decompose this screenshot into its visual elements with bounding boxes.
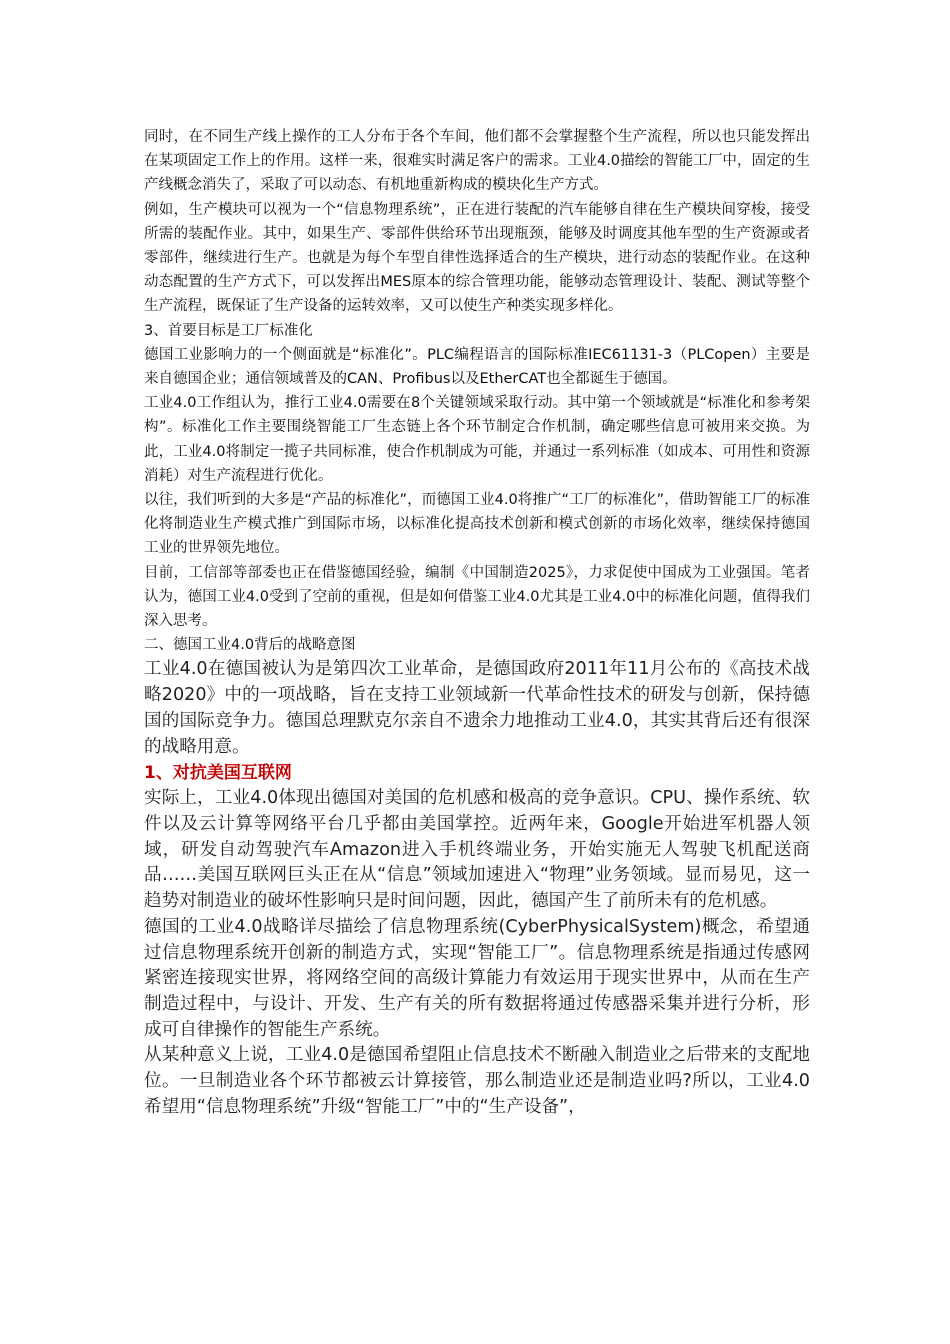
paragraph: 实际上，工业4.0体现出德国对美国的危机感和极高的竞争意识。CPU、操作系统、软件以及云计算等网络平台几乎都由美国掌控。近两年来，Google开始进军机器人领域，研发自动驾驶汽车Amazon进入手机终端业务，开始实施无人驾驶飞机配送商品……美国互联网巨头正在从“信息”领域加速进入“物理”业务领域。显而易见，这一趋势对制造业的破坏性影响只是时间问题，因此，德国产生了前所未有的危机感。 [144, 788, 810, 912]
subsection-heading: 1、对抗美国互联网 [144, 763, 292, 784]
section-heading: 3、首要目标是工厂标准化 [144, 322, 313, 339]
paragraph: 德国的工业4.0战略详尽描绘了信息物理系统(CyberPhysicalSystem)概念，希望通过信息物理系统开创新的制造方式，实现“智能工厂”。信息物理系统是指通过传感网紧密连接现实世界，将网络空间的高级计算能力有效运用于现实世界中，从而在生产制造过程中，与设计、开发、生产有关的所有数据将通过传感器采集并进行分析，形成可自律操作的智能生产系统。 [144, 916, 810, 1040]
document-body [144, 125, 810, 1120]
section-heading: 二、德国工业4.0背后的战略意图 [144, 637, 356, 654]
paragraph: 工业4.0工作组认为，推行工业4.0需要在8个关键领域采取行动。其中第一个领域就是“标准化和参考架构”。标准化工作主要围绕智能工厂生态链上各个环节制定合作机制，确定哪些信息可被用来交换。为此，工业4.0将制定一揽子共同标准，使合作机制成为可能，并通过一系列标准（如成本、可用性和资源消耗）对生产流程进行优化。 [144, 395, 810, 484]
paragraph: 目前，工信部等部委也正在借鉴德国经验，编制《中国制造2025》，力求促使中国成为工业强国。笔者认为，德国工业4.0受到了空前的重视，但是如何借鉴工业4.0尤其是工业4.0中的标准化问题，值得我们深入思考。 [144, 564, 810, 630]
paragraph: 德国工业影响力的一个侧面就是“标准化”。PLC编程语言的国际标准IEC61131-3（PLCopen）主要是来自德国企业；通信领域普及的CAN、Profibus以及EtherCAT也全都诞生于德国。 [144, 346, 810, 388]
paragraph: 同时，在不同生产线上操作的工人分布于各个车间，他们都不会掌握整个生产流程，所以也只能发挥出在某项固定工作上的作用。这样一来，很难实时满足客户的需求。工业4.0描绘的智能工厂中，固定的生产线概念消失了，采取了可以动态、有机地重新构成的模块化生产方式。 [144, 129, 810, 194]
paragraph: 以往，我们听到的大多是“产品的标准化”，而德国工业4.0将推广“工厂的标准化”，借助智能工厂的标准化将制造业生产模式推广到国际市场，以标准化提高技术创新和模式创新的市场化效率，继续保持德国工业的世界领先地位。 [144, 492, 810, 557]
paragraph: 从某种意义上说，工业4.0是德国希望阻止信息技术不断融入制造业之后带来的支配地位。一旦制造业各个环节都被云计算接管，那么制造业还是制造业吗?所以，工业4.0希望用“信息物理系统”升级“智能工厂”中的“生产设备”， [144, 1045, 810, 1117]
paragraph: 例如，生产模块可以视为一个“信息物理系统”，正在进行装配的汽车能够自律在生产模块间穿梭，接受所需的装配作业。其中，如果生产、零部件供给环节出现瓶颈，能够及时调度其他车型的生产资源或者零部件，继续进行生产。也就是为每个车型自律性选择适合的生产模块，进行动态的装配作业。在这种动态配置的生产方式下，可以发挥出MES原本的综合管理功能，能够动态管理设计、装配、测试等整个生产流程，既保证了生产设备的运转效率，又可以使生产种类实现多样化。 [144, 201, 810, 315]
paragraph: 工业4.0在德国被认为是第四次工业革命，是德国政府2011年11月公布的《高技术战略2020》中的一项战略，旨在支持工业领域新一代革命性技术的研发与创新，保持德国的国际竞争力。德国总理默克尔亲自不遗余力地推动工业4.0，其实其背后还有很深的战略用意。 [144, 659, 810, 757]
